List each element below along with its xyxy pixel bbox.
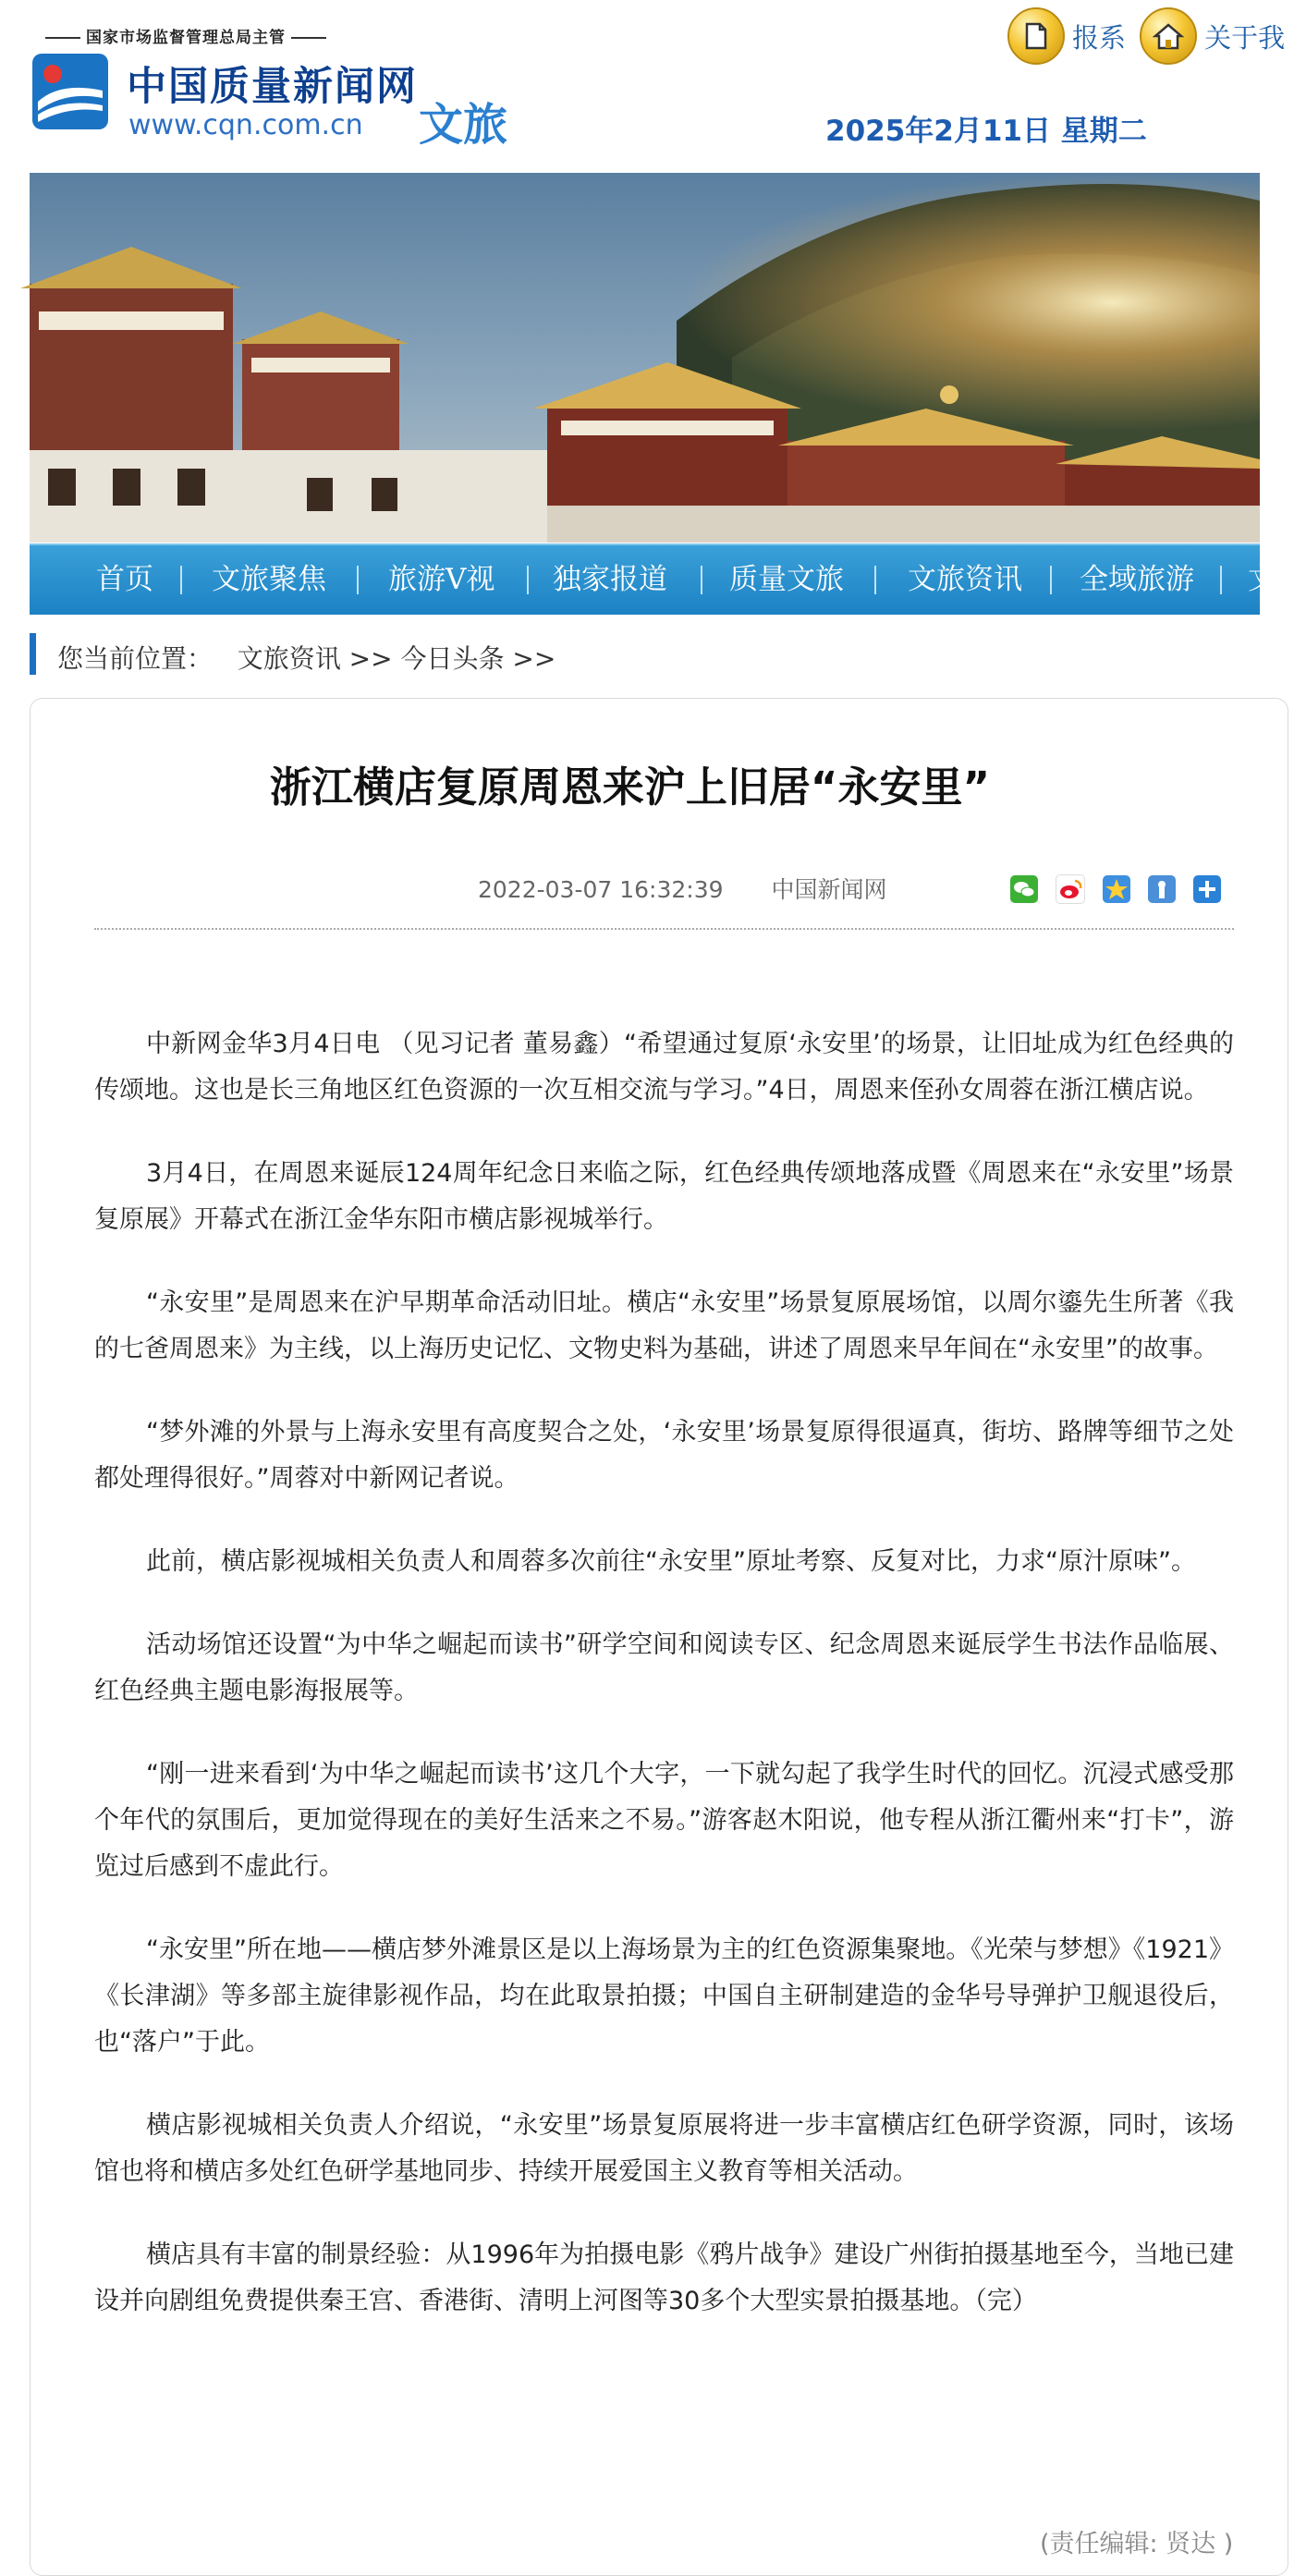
logo-chinese-name: 中国质量新闻网 xyxy=(127,64,418,110)
weibo-icon[interactable] xyxy=(1056,874,1085,904)
nav-separator xyxy=(701,566,702,594)
link-newspaper-label: 报系 xyxy=(1072,21,1127,54)
nav-separator xyxy=(527,566,529,594)
link-about-label: 关于我 xyxy=(1204,21,1286,54)
article-paragraph: 活动场馆还设置“为中华之崛起而读书”研学空间和阅读专区、纪念周恩来诞辰学生书法作品临展、红色经典主题电影海报展等。 xyxy=(94,1630,1234,1705)
share-bar xyxy=(1010,874,1234,904)
nav-item-culture-news[interactable]: 文旅资讯 xyxy=(908,563,1022,596)
nav-item-travel-video[interactable]: 旅游V视 xyxy=(388,563,495,596)
site-logo[interactable] xyxy=(31,24,511,151)
supervisor-line xyxy=(40,24,332,47)
wechat-icon[interactable] xyxy=(1010,875,1038,903)
nav-separator xyxy=(1050,566,1052,594)
article-paragraph: “永安里”是周恩来在沪早期革命活动旧址。横店“永安里”场景复原展场馆，以周尔鎏先生所著《我的七爸周恩来》为主线，以上海历史记忆、文物史料为基础，讲述了周恩来早年间在“永安里”的故事。 xyxy=(94,1288,1234,1363)
supervisor-text: 国家市场监督管理总局主管 xyxy=(86,29,286,47)
article-source: 中国新闻网 xyxy=(771,876,887,903)
nav-item-quality-culture[interactable]: 质量文旅 xyxy=(729,563,844,596)
article-paragraph: 3月4日，在周恩来诞辰124周年纪念日来临之际，红色经典传颂地落成暨《周恩来在“永安里”场景复原展》开幕式在浙江金华东阳市横店影视城举行。 xyxy=(94,1159,1234,1234)
article-paragraph: 横店影视城相关负责人介绍说，“永安里”场景复原展将进一步丰富横店红色研学资源，同时，该场馆也将和横店多处红色研学基地同步、持续开展爱国主义教育等相关活动。 xyxy=(94,2111,1234,2186)
nav-item-home[interactable]: 首页 xyxy=(96,563,153,596)
link-newspaper-group[interactable] xyxy=(1007,7,1126,65)
breadcrumb-separator: >> xyxy=(512,643,556,674)
nav-separator xyxy=(357,566,359,594)
section-tag: 文旅 xyxy=(419,99,508,151)
nav-item-all-region-travel[interactable]: 全域旅游 xyxy=(1080,563,1194,596)
responsible-editor: (责任编辑: 贤达 ) xyxy=(1040,2530,1234,2558)
breadcrumb-marker xyxy=(30,633,36,675)
article-paragraph: 横店具有丰富的制景经验：从1996年为拍摄电影《鸦片战争》建设广州街拍摄基地至今，当地已建设并向剧组免费提供秦王宫、香港街、清明上河图等30多个大型实景拍摄基地。（完） xyxy=(94,2240,1234,2315)
breadcrumb-culture-news[interactable]: 文旅资讯 xyxy=(237,643,341,674)
breadcrumb-prefix: 您当前位置： xyxy=(57,643,214,674)
article-paragraph: 此前，横店影视城相关负责人和周蓉多次前往“永安里”原址考察、反复对比，力求“原汁原味”。 xyxy=(146,1547,1196,1576)
current-date: 2025年2月11日 星期二 xyxy=(825,115,1147,148)
more-share-icon[interactable] xyxy=(1193,875,1221,903)
main-nav xyxy=(30,543,1276,615)
nav-item-exclusive[interactable]: 独家报道 xyxy=(553,563,667,596)
nav-item-culture-focus[interactable]: 文旅聚焦 xyxy=(212,563,326,596)
nav-separator xyxy=(180,566,182,594)
link-about-us[interactable] xyxy=(1140,7,1285,65)
article-paragraph: “刚一进来看到‘为中华之崛起而读书’这几个大字，一下就勾起了我学生时代的回忆。沉浸式感受那个年代的氛围后，更加觉得现在的美好生活来之不易。”游客赵木阳说，他专程从浙江衢州来“打卡”，游览过后感到不虚此行。 xyxy=(94,1760,1234,1881)
newspaper-icon xyxy=(1007,7,1065,65)
article-paragraph: “永安里”所在地——横店梦外滩景区是以上海场景为主的红色资源集聚地。《光荣与梦想》《1921》《长津湖》等多部主旋律影视作品，均在此取景拍摄；中国自主研制建造的金华号导弹护卫舰退役后，也“落户”于此。 xyxy=(94,1935,1234,2057)
site-header xyxy=(0,0,1286,171)
top-links xyxy=(1007,7,1294,63)
article-paragraph: “梦外滩的外景与上海永安里有高度契合之处，‘永安里’场景复原得很逼真，街坊、路牌等细节之处都处理得很好。”周蓉对中新网记者说。 xyxy=(94,1418,1234,1493)
header-banner-image xyxy=(30,173,1260,543)
nav-item-more[interactable]: 文 xyxy=(1248,563,1276,596)
breadcrumb-separator: >> xyxy=(348,643,393,674)
article-title: 浙江横店复原周恩来沪上旧居“永安里” xyxy=(269,763,991,812)
breadcrumb xyxy=(30,633,1260,675)
logo-url: www.cqn.com.cn xyxy=(128,109,363,141)
article-paragraph: 中新网金华3月4日电 （见习记者 董易鑫）“希望通过复原‘永安里’的场景，让旧址成为红色经典的传颂地。这也是长三角地区红色资源的一次互相交流与学习。”4日，周恩来侄孙女周蓉在浙江横店说。 xyxy=(94,1030,1234,1105)
article-meta xyxy=(478,872,886,905)
nav-separator xyxy=(1220,566,1222,594)
article-datetime: 2022-03-07 16:32:39 xyxy=(478,876,724,903)
tencent-icon[interactable] xyxy=(1148,875,1176,903)
cqn-logo-icon xyxy=(32,54,108,129)
qzone-icon[interactable] xyxy=(1103,875,1130,903)
breadcrumb-today-headline[interactable]: 今日头条 xyxy=(400,643,505,674)
nav-separator xyxy=(874,566,876,594)
article-body xyxy=(94,1021,1234,2362)
meta-divider xyxy=(94,928,1234,930)
home-icon xyxy=(1140,7,1197,65)
